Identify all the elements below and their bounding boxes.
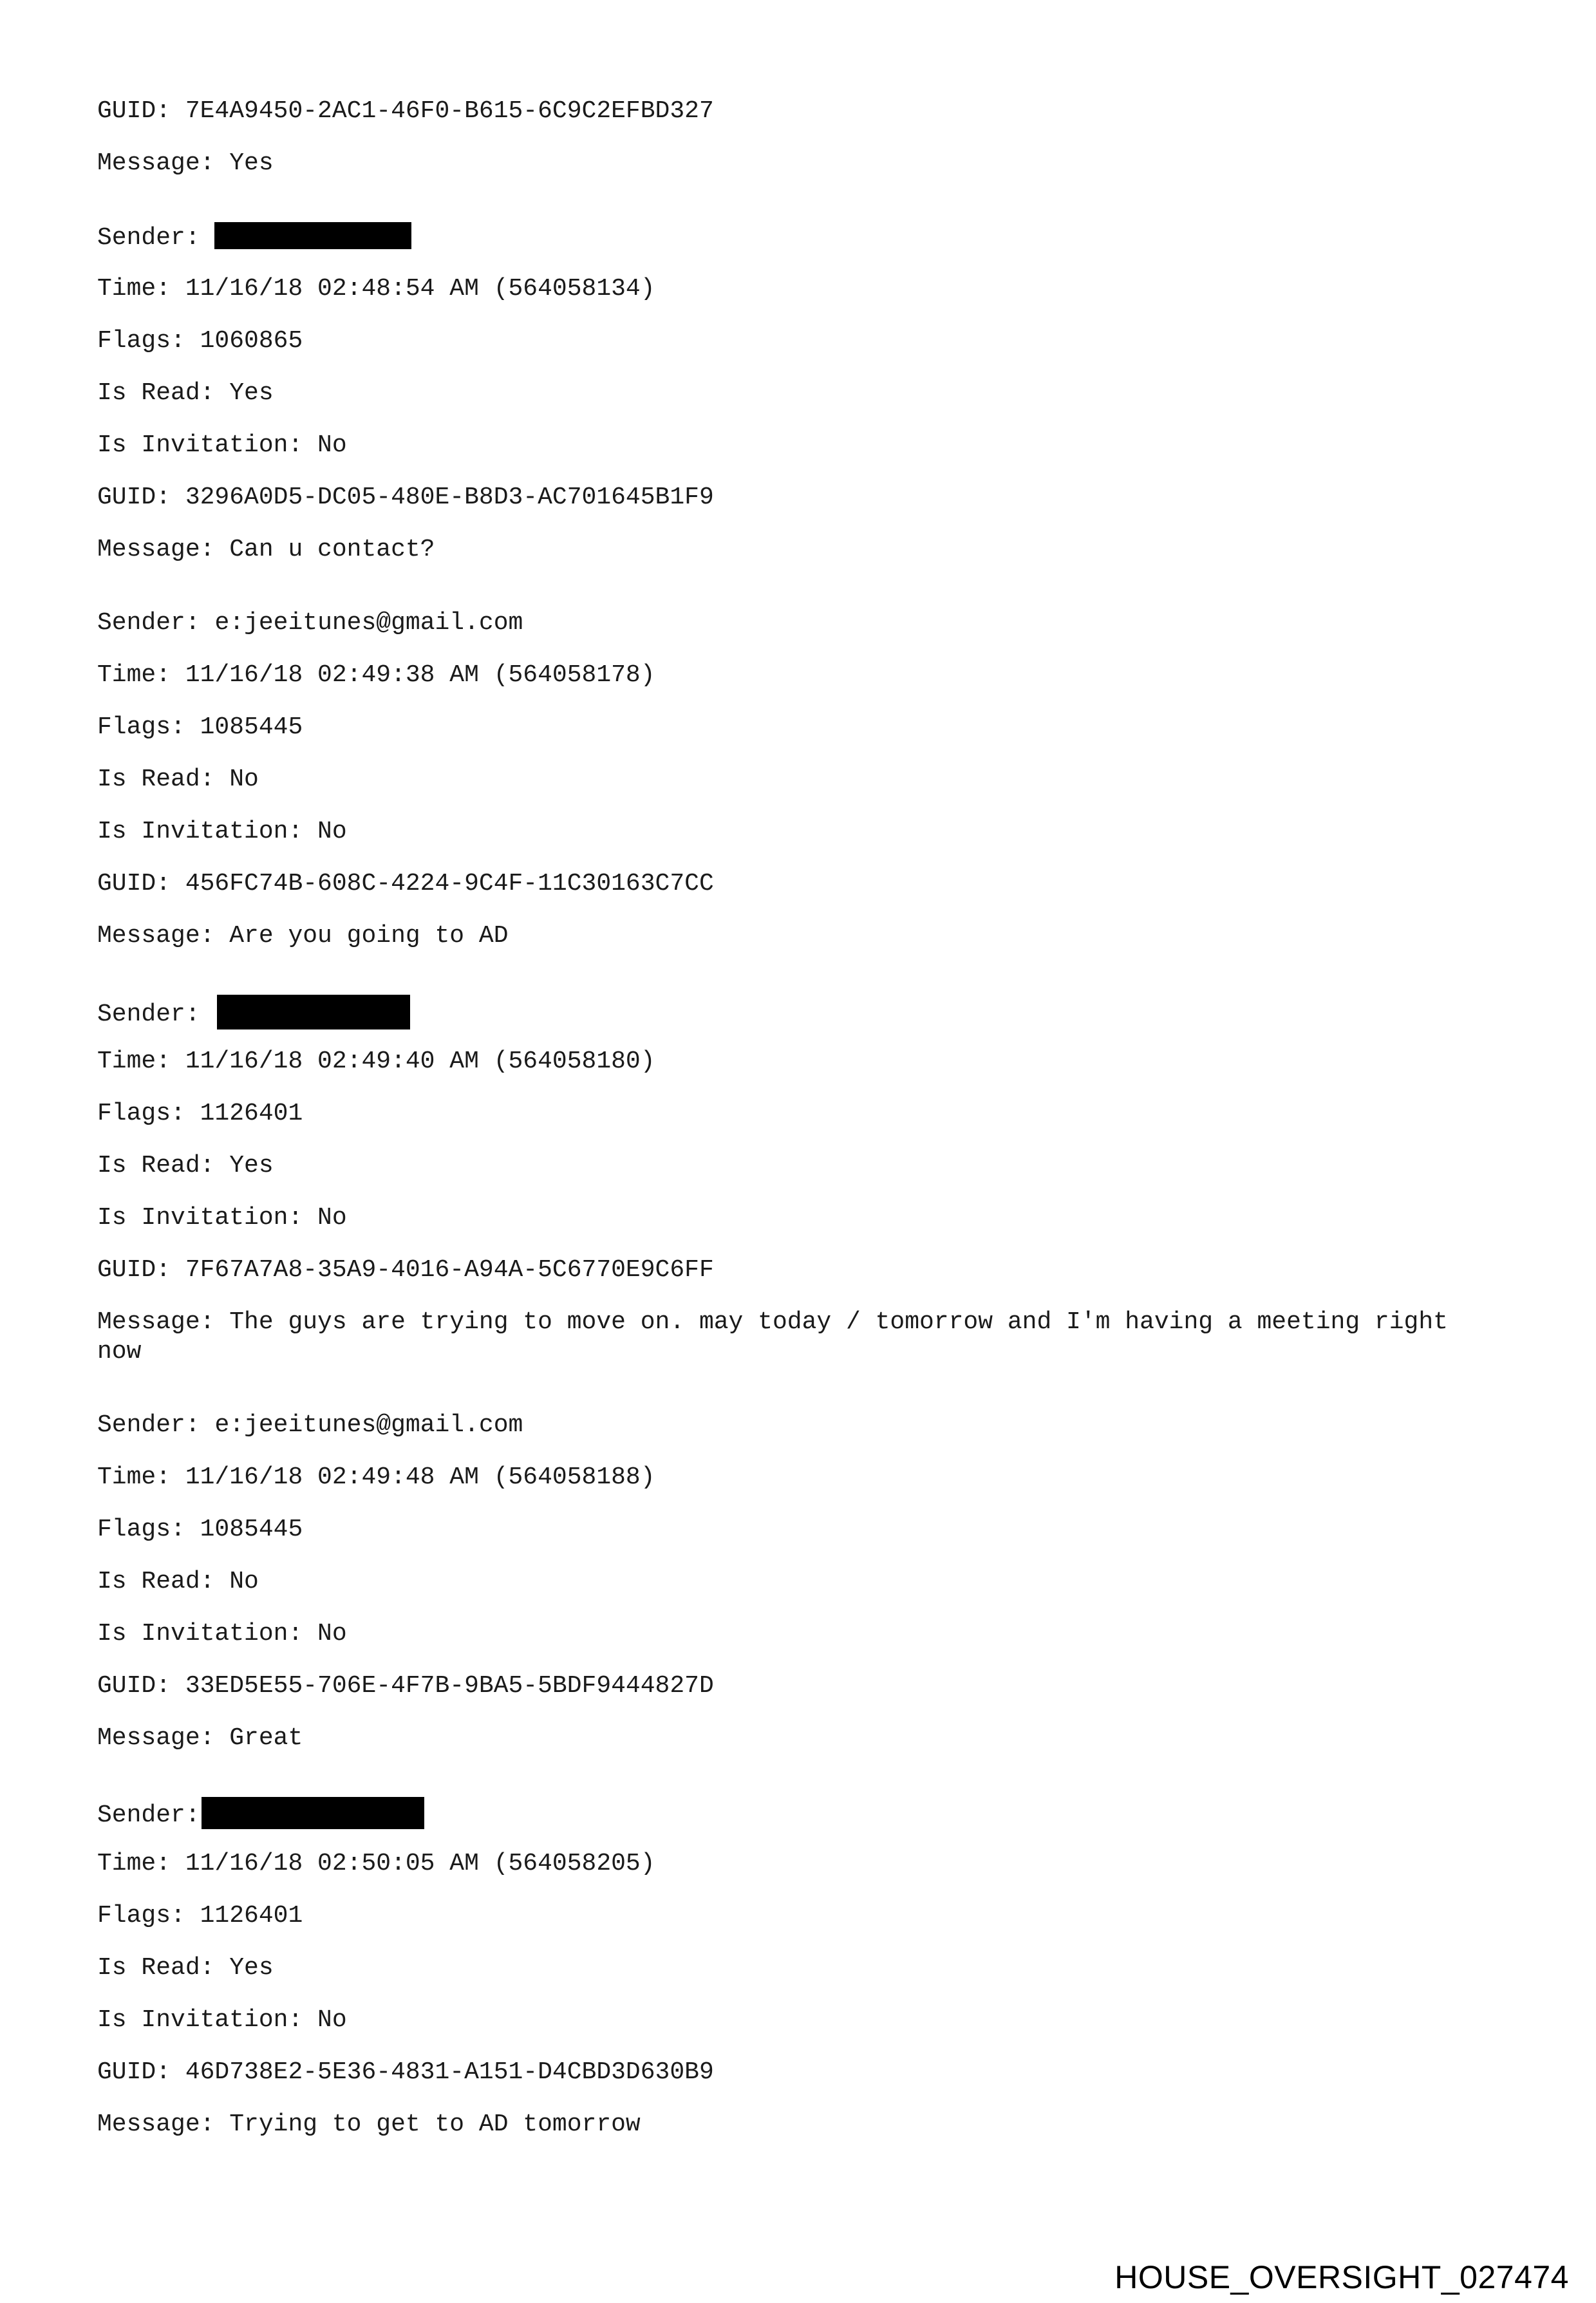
document-page xyxy=(97,97,1514,2162)
record-separator xyxy=(97,587,1514,608)
sender-line xyxy=(97,995,1514,1028)
sender-line xyxy=(97,608,1514,638)
record-separator xyxy=(97,973,1514,995)
message-line: Message: Trying to get to AD tomorrow xyxy=(97,2110,641,2138)
sender-value: e:jeeitunes@gmail.com xyxy=(214,609,523,637)
sender-label: Sender: xyxy=(97,1411,215,1439)
is-read-line: Is Read: No xyxy=(97,766,259,793)
is-read-line: Is Read: Yes xyxy=(97,1954,274,1982)
time-line: Time: 11/16/18 02:50:05 AM (564058205) xyxy=(97,1850,655,1877)
is-read-line: Is Read: Yes xyxy=(97,379,274,407)
message-line: Message: The guys are trying to move on. may today / tomorrow and I'm having a meeting right now xyxy=(97,1308,1463,1366)
sender-label: Sender: xyxy=(97,1001,215,1028)
sender-value: e:jeeitunes@gmail.com xyxy=(214,1411,523,1439)
redaction-block xyxy=(217,995,410,1029)
guid-line: GUID: 456FC74B-608C-4224-9C4F-11C30163C7CC xyxy=(97,870,714,898)
is-invitation-line: Is Invitation: No xyxy=(97,1620,347,1648)
flags-line: Flags: 1085445 xyxy=(97,1516,303,1543)
is-read-line: Is Read: Yes xyxy=(97,1152,274,1180)
message-line: Message: Yes xyxy=(97,149,274,177)
message-line: Message: Great xyxy=(97,1724,303,1752)
sender-label: Sender: xyxy=(97,224,215,252)
sender-label: Sender: xyxy=(97,609,215,637)
sender-line xyxy=(97,1797,1514,1827)
record-separator xyxy=(97,1389,1514,1411)
redaction-block xyxy=(214,222,411,249)
guid-line: GUID: 46D738E2-5E36-4831-A151-D4CBD3D630B9 xyxy=(97,2058,714,2086)
time-line: Time: 11/16/18 02:48:54 AM (564058134) xyxy=(97,275,655,303)
time-line: Time: 11/16/18 02:49:48 AM (564058188) xyxy=(97,1463,655,1491)
is-invitation-line: Is Invitation: No xyxy=(97,1204,347,1232)
record-separator xyxy=(97,1776,1514,1797)
sender-line xyxy=(97,1411,1514,1440)
redaction-block xyxy=(202,1797,424,1829)
guid-line: GUID: 3296A0D5-DC05-480E-B8D3-AC701645B1F9 xyxy=(97,484,714,511)
guid-line: GUID: 7F67A7A8-35A9-4016-A94A-5C6770E9C6FF xyxy=(97,1256,714,1284)
guid-line: GUID: 33ED5E55-706E-4F7B-9BA5-5BDF9444827D xyxy=(97,1672,714,1700)
flags-line: Flags: 1085445 xyxy=(97,713,303,741)
is-read-line: Is Read: No xyxy=(97,1568,259,1595)
message-line: Message: Can u contact? xyxy=(97,536,435,563)
message-record xyxy=(97,995,1514,1367)
bates-number: HOUSE_OVERSIGHT_027474 xyxy=(1114,2259,1569,2295)
flags-line: Flags: 1126401 xyxy=(97,1100,303,1127)
time-line: Time: 11/16/18 02:49:38 AM (564058178) xyxy=(97,661,655,689)
message-record xyxy=(97,1797,1514,2139)
message-record xyxy=(97,608,1514,951)
sender-label: Sender: xyxy=(97,1801,200,1829)
message-record xyxy=(97,1411,1514,1753)
is-invitation-line: Is Invitation: No xyxy=(97,431,347,459)
flags-line: Flags: 1126401 xyxy=(97,1902,303,1930)
message-line: Message: Are you going to AD xyxy=(97,922,509,950)
message-record xyxy=(97,222,1514,565)
is-invitation-line: Is Invitation: No xyxy=(97,818,347,845)
flags-line: Flags: 1060865 xyxy=(97,327,303,355)
guid-line: GUID: 7E4A9450-2AC1-46F0-B615-6C9C2EFBD327 xyxy=(97,97,714,125)
record-separator xyxy=(97,201,1514,222)
sender-line xyxy=(97,222,1514,252)
is-invitation-line: Is Invitation: No xyxy=(97,2006,347,2034)
time-line: Time: 11/16/18 02:49:40 AM (564058180) xyxy=(97,1048,655,1075)
